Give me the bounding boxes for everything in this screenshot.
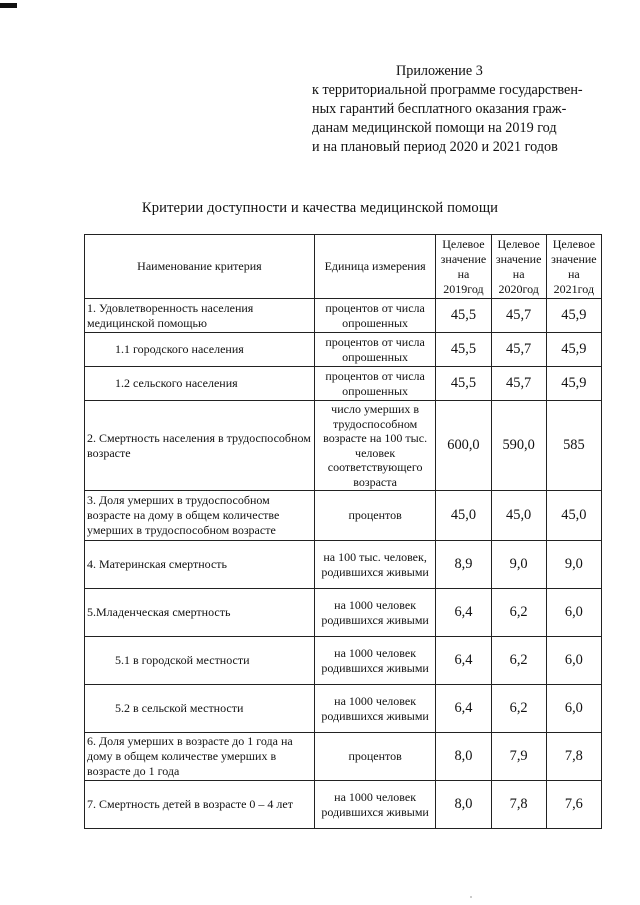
appendix-line: и на плановый период 2020 и 2021 годов: [312, 139, 558, 155]
value-2020: 45,7: [491, 299, 546, 333]
table-row: [85, 781, 602, 829]
table-row: [85, 299, 602, 333]
criterion-name: 1. Удовлетворенность населения медицинской помощью: [85, 299, 315, 333]
table-row: [85, 589, 602, 637]
value-2021: 6,0: [546, 589, 601, 637]
criterion-name: 4. Материнская смертность: [85, 541, 315, 589]
header-year-2020: Целевое значение на 2020год: [491, 235, 546, 299]
appendix-header: [312, 62, 612, 157]
criterion-unit: на 100 тыс. человек, родившихся живыми: [314, 541, 435, 589]
value-2020: 590,0: [491, 401, 546, 491]
criterion-name: 5.1 в городской местности: [85, 637, 315, 685]
value-2019: 45,5: [436, 333, 491, 367]
appendix-line: к территориальной программе государствен-: [312, 82, 583, 98]
value-2019: 600,0: [436, 401, 491, 491]
value-2019: 8,0: [436, 733, 491, 781]
value-2019: 45,5: [436, 299, 491, 333]
value-2021: 585: [546, 401, 601, 491]
table-row: [85, 333, 602, 367]
value-2019: 6,4: [436, 637, 491, 685]
criterion-name: 5.2 в сельской местности: [85, 685, 315, 733]
value-2021: 45,0: [546, 491, 601, 541]
value-2019: 8,0: [436, 781, 491, 829]
value-2020: 45,7: [491, 367, 546, 401]
table-row: [85, 685, 602, 733]
header-year-2019: Целевое значение на 2019год: [436, 235, 491, 299]
value-2021: 45,9: [546, 299, 601, 333]
value-2019: 6,4: [436, 685, 491, 733]
value-2019: 6,4: [436, 589, 491, 637]
table-row: [85, 733, 602, 781]
value-2021: 45,9: [546, 333, 601, 367]
criterion-unit: процентов от числа опрошенных: [314, 299, 435, 333]
value-2020: 6,2: [491, 637, 546, 685]
header-year-2021: Целевое значение на 2021год: [546, 235, 601, 299]
criterion-name: 1.2 сельского населения: [85, 367, 315, 401]
header-name: Наименование критерия: [85, 235, 315, 299]
scan-corner-mark: [0, 3, 17, 8]
table-header-row: [85, 235, 602, 299]
value-2020: 9,0: [491, 541, 546, 589]
value-2020: 6,2: [491, 685, 546, 733]
value-2020: 45,7: [491, 333, 546, 367]
criteria-table: [84, 234, 602, 829]
criterion-name: 5.Младенческая смертность: [85, 589, 315, 637]
document-title: Критерии доступности и качества медицинской помощи: [141, 200, 499, 216]
criterion-unit: процентов от числа опрошенных: [314, 333, 435, 367]
criterion-name: 3. Доля умерших в трудоспособном возрасте на дому в общем количестве умерших в трудоспособном возрасте: [85, 491, 315, 541]
table-row: [85, 637, 602, 685]
criterion-unit: процентов от числа опрошенных: [314, 367, 435, 401]
criterion-name: 1.1 городского населения: [85, 333, 315, 367]
value-2019: 45,0: [436, 491, 491, 541]
value-2021: 6,0: [546, 685, 601, 733]
value-2019: 8,9: [436, 541, 491, 589]
value-2021: 7,6: [546, 781, 601, 829]
criterion-unit: число умерших в трудоспособном возрасте на 100 тыс. человек соответствующего возраста: [314, 401, 435, 491]
criterion-unit: процентов: [314, 733, 435, 781]
criterion-unit: на 1000 человек родившихся живыми: [314, 589, 435, 637]
scan-speck: [470, 896, 472, 898]
value-2020: 45,0: [491, 491, 546, 541]
value-2021: 6,0: [546, 637, 601, 685]
table-row: [85, 367, 602, 401]
value-2020: 7,8: [491, 781, 546, 829]
criterion-unit: на 1000 человек родившихся живыми: [314, 781, 435, 829]
criterion-unit: процентов: [314, 491, 435, 541]
criterion-name: 7. Смертность детей в возрасте 0 – 4 лет: [85, 781, 315, 829]
table-row: [85, 541, 602, 589]
criterion-name: 6. Доля умерших в возрасте до 1 года на дому в общем количестве умерших в возрасте до 1 года: [85, 733, 315, 781]
appendix-line: данам медицинской помощи на 2019 год: [312, 120, 557, 136]
table-row: [85, 401, 602, 491]
table-row: [85, 491, 602, 541]
value-2021: 9,0: [546, 541, 601, 589]
value-2020: 6,2: [491, 589, 546, 637]
value-2021: 45,9: [546, 367, 601, 401]
value-2020: 7,9: [491, 733, 546, 781]
value-2021: 7,8: [546, 733, 601, 781]
criterion-unit: на 1000 человек родившихся живыми: [314, 637, 435, 685]
value-2019: 45,5: [436, 367, 491, 401]
header-unit: Единица измерения: [314, 235, 435, 299]
criterion-unit: на 1000 человек родившихся живыми: [314, 685, 435, 733]
appendix-line: ных гарантий бесплатного оказания граж-: [312, 101, 567, 117]
criterion-name: 2. Смертность населения в трудоспособном возрасте: [85, 401, 315, 491]
appendix-title: Приложение 3: [396, 63, 483, 79]
